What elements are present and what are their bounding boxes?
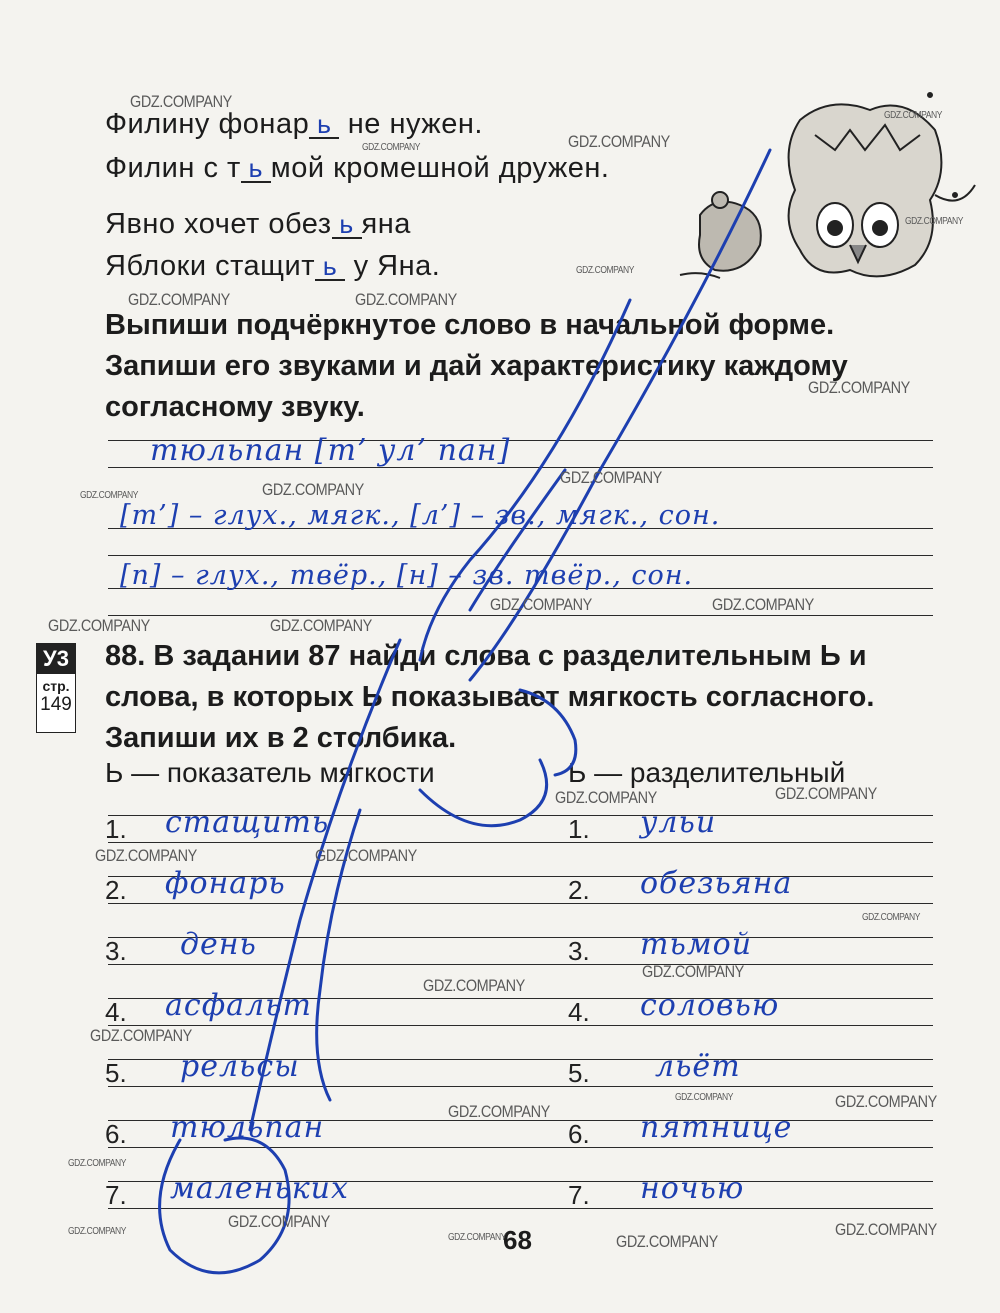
watermark: GDZ.COMPANY: [315, 846, 417, 865]
watermark: GDZ.COMPANY: [48, 616, 150, 635]
watermark: GDZ.COMPANY: [128, 290, 230, 309]
badge-caption: стр.: [42, 678, 70, 694]
handwritten-answer: маленьких: [170, 1171, 349, 1206]
handwritten-answer: [п] – глух., твёр., [н] – зв. твёр., сон.: [120, 560, 694, 591]
poem-text: мой кромешной дружен.: [270, 152, 610, 184]
watermark: GDZ.COMPANY: [642, 962, 744, 981]
watermark: GDZ.COMPANY: [884, 110, 942, 121]
watermark: GDZ.COMPANY: [95, 846, 197, 865]
watermark: GDZ.COMPANY: [262, 480, 364, 499]
watermark: GDZ.COMPANY: [835, 1220, 937, 1239]
watermark: GDZ.COMPANY: [576, 265, 634, 276]
row-number: 5.: [105, 1058, 127, 1088]
watermark: GDZ.COMPANY: [80, 490, 138, 501]
badge-label: У3: [37, 644, 75, 674]
handwritten-answer: ночью: [640, 1171, 745, 1206]
watermark: GDZ.COMPANY: [862, 912, 920, 923]
watermark: GDZ.COMPANY: [448, 1102, 550, 1121]
row-number: 5.: [568, 1058, 590, 1088]
row-number: 6.: [105, 1119, 127, 1149]
watermark: GDZ.COMPANY: [228, 1212, 330, 1231]
task-87-text: Выпиши подчёркнутое слово в начальной форме. Запиши его звуками и дай характеристику каждому согласному звуку.: [105, 309, 848, 423]
watermark: GDZ.COMPANY: [808, 378, 910, 397]
handwritten-answer: тюльпан: [170, 1110, 325, 1145]
handwritten-answer: рельсы: [180, 1049, 300, 1084]
column-header-softness: Ь — показатель мягкости: [105, 757, 435, 788]
task-88-text: 88. В задании 87 найди слова с разделительным Ь и слова, в которых Ь показывает мягкость согласного. Запиши их в 2 столбика.: [105, 640, 875, 754]
row-number: 4.: [568, 997, 590, 1027]
watermark: GDZ.COMPANY: [362, 142, 420, 153]
row-number: 2.: [568, 875, 590, 905]
row-number: 2.: [105, 875, 127, 905]
handwritten-blank: ь: [309, 112, 339, 139]
poem-text: Филин с т: [105, 152, 241, 184]
poem-text: Филину фонар: [105, 108, 310, 140]
poem-text: Яблоки стащит: [105, 250, 315, 282]
watermark: GDZ.COMPANY: [130, 92, 232, 111]
column-header-separating: Ь — разделительный: [568, 757, 846, 788]
watermark: GDZ.COMPANY: [616, 1232, 718, 1251]
watermark: GDZ.COMPANY: [675, 1092, 733, 1103]
handwritten-answer: тьмой: [640, 927, 753, 962]
handwritten-answer: тюльпан [т’ ул’ пан]: [150, 433, 511, 468]
poem-text: у Яна.: [353, 250, 441, 282]
watermark: GDZ.COMPANY: [355, 290, 457, 309]
handwritten-answer: льёт: [655, 1049, 741, 1084]
watermark: GDZ.COMPANY: [712, 595, 814, 614]
watermark: GDZ.COMPANY: [555, 788, 657, 807]
row-number: 3.: [105, 936, 127, 966]
row-number: 4.: [105, 997, 127, 1027]
row-number: 3.: [568, 936, 590, 966]
page-number: 68: [503, 1225, 532, 1255]
handwritten-answer: день: [180, 927, 257, 962]
handwritten-answer: ульи: [640, 805, 717, 840]
handwritten-blank: ь: [241, 156, 271, 183]
watermark: GDZ.COMPANY: [448, 1232, 506, 1243]
watermark: GDZ.COMPANY: [68, 1158, 126, 1169]
poem-text: яна: [361, 208, 411, 240]
watermark: GDZ.COMPANY: [68, 1226, 126, 1237]
watermark: GDZ.COMPANY: [568, 132, 670, 151]
poem-text: Явно хочет обез: [105, 208, 332, 240]
watermark: GDZ.COMPANY: [90, 1026, 192, 1045]
watermark: GDZ.COMPANY: [905, 216, 963, 227]
badge-page-number: 149: [40, 694, 72, 715]
row-number: 7.: [568, 1180, 590, 1210]
row-number: 1.: [568, 814, 590, 844]
row-number: 1.: [105, 814, 127, 844]
handwritten-answer: обезьяна: [640, 866, 793, 901]
watermark: GDZ.COMPANY: [835, 1092, 937, 1111]
watermark: GDZ.COMPANY: [560, 468, 662, 487]
handwritten-answer: фонарь: [165, 866, 286, 901]
handwritten-answer: пятнице: [640, 1110, 793, 1145]
row-number: 7.: [105, 1180, 127, 1210]
row-number: 6.: [568, 1119, 590, 1149]
handwritten-answer: [т’] – глух., мягк., [л’] – зв., мягк., сон.: [120, 500, 721, 531]
handwritten-answer: соловью: [640, 988, 780, 1023]
poem-text: не нужен.: [347, 108, 483, 140]
handwritten-blank: ь: [315, 254, 345, 281]
watermark: GDZ.COMPANY: [775, 784, 877, 803]
handwritten-blank: ь: [332, 212, 362, 239]
watermark: GDZ.COMPANY: [423, 976, 525, 995]
watermark: GDZ.COMPANY: [490, 595, 592, 614]
handwritten-answer: стащить: [165, 805, 330, 840]
watermark: GDZ.COMPANY: [270, 616, 372, 635]
handwritten-answer: асфальт: [165, 988, 312, 1023]
